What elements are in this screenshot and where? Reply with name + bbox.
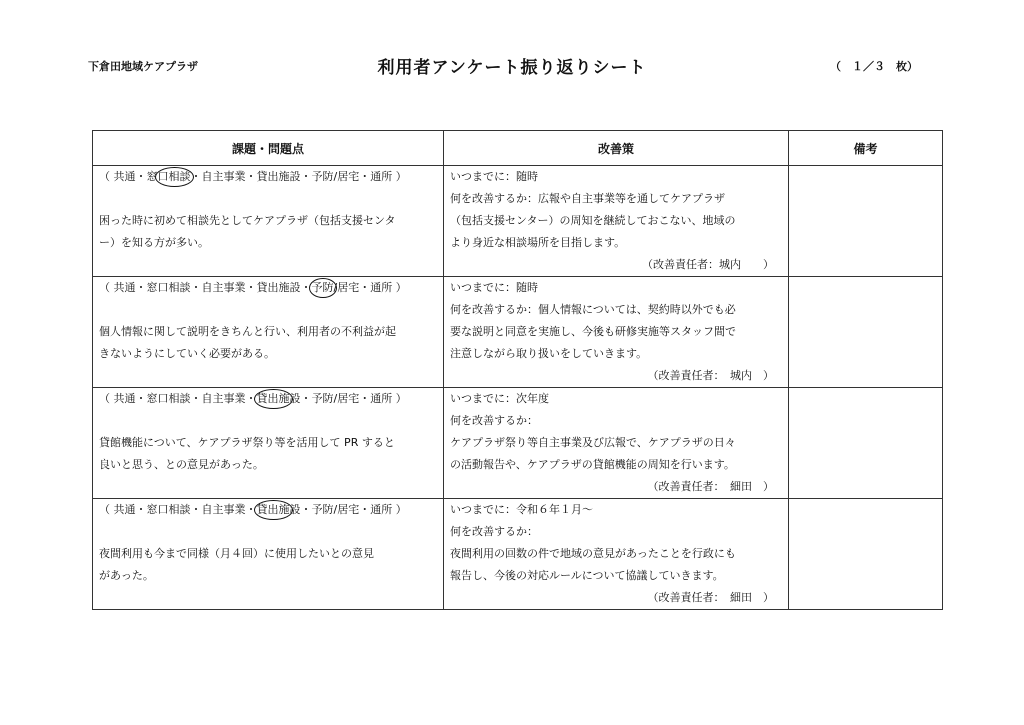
responsible-person: （改善責任者： 細田 ）: [647, 480, 774, 493]
improvement-text: 何を改善するか：個人情報については、契約時以外でも必: [450, 303, 736, 316]
issue-cell: [93, 499, 444, 610]
issue-text: 貸館機能について、ケアプラザ祭り等を活用して PR すると: [99, 436, 395, 449]
responsible-person: （改善責任者： 城内 ）: [647, 369, 774, 382]
improvement-text: の活動報告や、ケアプラザの貸館機能の周知を行います。: [450, 458, 735, 471]
facility-name: 下倉田地域ケアプラザ: [88, 60, 198, 73]
issue-text: 個人情報に関して説明をきちんと行い、利用者の不利益が起: [99, 325, 396, 338]
category-line: [99, 388, 437, 410]
circled-category: 予防: [312, 277, 334, 299]
category-text: 設・予防/居宅・通所 ）: [289, 503, 407, 516]
improvement-cell: [444, 499, 789, 610]
notes-cell: [789, 499, 943, 610]
improvement-cell: [444, 277, 789, 388]
column-header-improvement: 改善策: [444, 131, 789, 166]
deadline-text: いつまでに：随時: [450, 281, 538, 294]
improvement-text: 夜間利用の回数の件で地域の意見があったことを行政にも: [450, 547, 736, 560]
improvement-cell: [444, 166, 789, 277]
responsible-person: （改善責任者：城内 ）: [642, 258, 774, 271]
category-line: [99, 166, 437, 188]
notes-cell: [789, 166, 943, 277]
table-row: [93, 499, 943, 610]
improvement-cell: [444, 388, 789, 499]
circled-category: 貸出施: [257, 499, 290, 521]
issue-cell: [93, 388, 444, 499]
notes-cell: [789, 277, 943, 388]
improvement-text: 何を改善するか：: [450, 525, 538, 538]
responsible-person: （改善責任者： 細田 ）: [647, 591, 774, 604]
category-text: 設・予防/居宅・通所 ）: [289, 392, 407, 405]
table-header-row: [93, 131, 943, 166]
improvement-text: より身近な相談場所を目指します。: [450, 236, 626, 249]
page-count: （ １／３ 枚）: [830, 60, 918, 73]
column-header-notes: 備考: [789, 131, 943, 166]
improvement-text: （包括支援センター）の周知を継続しておこない、地域の: [450, 214, 736, 227]
column-header-issue: 課題・問題点: [93, 131, 444, 166]
improvement-text: 要な説明と同意を実施し、今後も研修実施等スタッフ間で: [450, 325, 736, 338]
category-text: （ 共通・窓口相談・自主事業・: [99, 392, 257, 405]
circled-category: 貸出施: [257, 388, 290, 410]
category-text: （ 共通・窓口相談・自主事業・貸出施設・: [99, 281, 312, 294]
improvement-text: 何を改善するか：広報や自主事業等を通してケアプラザ: [450, 192, 725, 205]
improvement-text: ケアプラザ祭り等自主事業及び広報で、ケアプラザの日々: [450, 436, 736, 449]
issue-cell: [93, 166, 444, 277]
category-text: （ 共通・窓口相談・自主事業・: [99, 503, 257, 516]
page-title: 利用者アンケート振り返りシート: [377, 58, 647, 78]
deadline-text: いつまでに：次年度: [450, 392, 549, 405]
category-text: ・自主事業・貸出施設・予防/居宅・通所 ）: [190, 170, 407, 183]
deadline-text: いつまでに：随時: [450, 170, 538, 183]
table-row: [93, 166, 943, 277]
notes-cell: [789, 388, 943, 499]
issue-text: があった。: [99, 569, 154, 582]
table-row: [93, 277, 943, 388]
category-line: [99, 277, 437, 299]
issue-text: ー）を知る方が多い。: [99, 236, 209, 249]
category-text: /居宅・通所 ）: [333, 281, 407, 294]
improvement-text: 報告し、今後の対応ルールについて協議していきます。: [450, 569, 724, 582]
category-line: [99, 499, 437, 521]
improvement-text: 何を改善するか：: [450, 414, 538, 427]
deadline-text: いつまでに：令和６年１月～: [450, 503, 593, 516]
category-text: （ 共通・窓: [99, 170, 158, 183]
issue-text: きないようにしていく必要がある。: [99, 347, 275, 360]
table-row: [93, 388, 943, 499]
issue-text: 良いと思う、との意見があった。: [99, 458, 264, 471]
issue-text: 困った時に初めて相談先としてケアプラザ（包括支援センタ: [99, 214, 396, 227]
review-table: [92, 130, 943, 610]
issue-cell: [93, 277, 444, 388]
circled-category: 口相談: [158, 166, 191, 188]
issue-text: 夜間利用も今まで同様（月４回）に使用したいとの意見: [99, 547, 374, 560]
improvement-text: 注意しながら取り扱いをしていきます。: [450, 347, 648, 360]
